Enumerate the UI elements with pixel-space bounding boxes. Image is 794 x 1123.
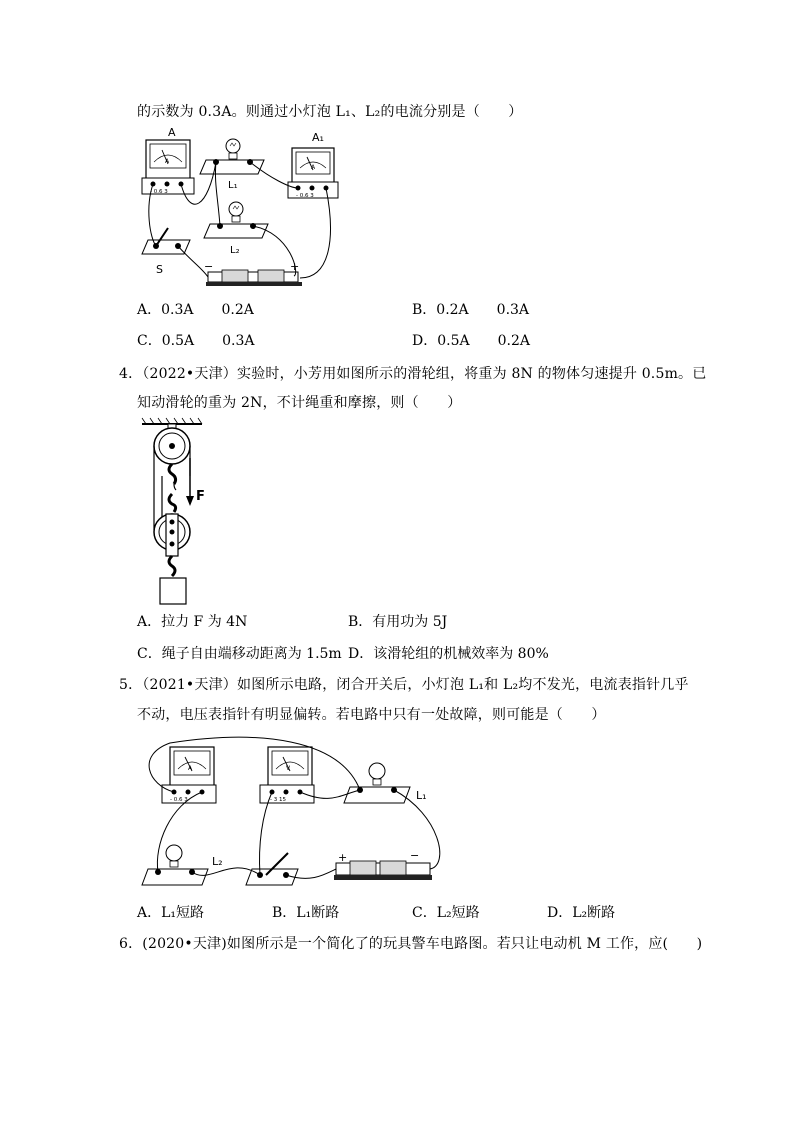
- svg-text:A: A: [165, 158, 170, 165]
- q3-option-b: B．0.2A 0.3A: [412, 302, 530, 318]
- svg-text:- 3 15: - 3 15: [270, 797, 286, 803]
- q3-label-minus: −: [204, 260, 214, 273]
- q4-stem-line2: 知动滑轮的重为 2N，不计绳重和摩擦，则（ ）: [137, 395, 462, 411]
- q3-label-a: A: [168, 126, 176, 139]
- q4-option-c: C．绳子自由端移动距离为 1.5m: [137, 646, 342, 662]
- q3-option-c: C．0.5A 0.3A: [137, 333, 255, 349]
- q4-option-a: A．拉力 F 为 4N: [137, 614, 248, 630]
- q4-fixed-pulley: [154, 424, 190, 484]
- svg-text:- 0.6 3: - 0.6 3: [170, 797, 188, 803]
- q3-label-a1: A₁: [312, 131, 324, 144]
- q5-label-minus: −: [410, 849, 420, 862]
- q5-battery: [334, 861, 432, 880]
- q4-stem-line1: 4．（2022•天津）实验时，小芳用如图所示的滑轮组，将重为 8N 的物体匀速提升 0.5m。已: [119, 366, 707, 382]
- q5-circuit-figure: [140, 735, 450, 895]
- q5-option-a: A．L₁短路: [137, 905, 205, 921]
- q5-switch: [246, 853, 298, 885]
- q4-force-arrow: [186, 458, 194, 506]
- svg-text:- 0.6 3: - 0.6 3: [150, 189, 168, 195]
- q4-option-b: B．有用功为 5J: [348, 614, 448, 630]
- q4-movable-pulley: [154, 494, 190, 576]
- q3-ammeter-a: [142, 140, 194, 195]
- q3-circuit-figure: [140, 128, 340, 293]
- q5-label-l2: L₂: [212, 855, 223, 868]
- q5-label-plus: +: [338, 851, 348, 864]
- q5-label-l1: L₁: [416, 789, 427, 802]
- q3-label-plus: +: [290, 260, 300, 273]
- q3-switch-s: [142, 228, 190, 254]
- svg-text:- 0.6 3: - 0.6 3: [296, 193, 314, 199]
- q3-option-d: D．0.5A 0.2A: [412, 333, 530, 349]
- q5-bulb-l2: [142, 845, 208, 885]
- q5-option-b: B．L₁断路: [272, 905, 340, 921]
- q3-bulb-l2: [204, 202, 268, 238]
- q3-label-l1: L₁: [228, 180, 238, 191]
- q3-option-a: A．0.3A 0.2A: [137, 302, 254, 318]
- q5-stem-line2: 不动，电压表指针有明显偏转。若电路中只有一处故障，则可能是（ ）: [137, 707, 606, 723]
- q4-pulley-figure: [138, 418, 228, 608]
- q5-voltmeter-symbol: V: [286, 765, 291, 772]
- q3-bulb-l1: [200, 139, 264, 174]
- q5-stem-line1: 5．（2021•天津）如图所示电路，闭合开关后，小灯泡 L₁和 L₂均不发光，电流表指针几乎: [119, 677, 689, 693]
- svg-text:A: A: [311, 164, 316, 171]
- q5-ammeter: [162, 747, 216, 803]
- q3-label-l2: L₂: [230, 245, 240, 256]
- q5-bulb-l1: [344, 763, 410, 803]
- q4-load-block: [160, 578, 186, 604]
- q5-ammeter-symbol: A: [188, 765, 193, 772]
- q3-ammeter-a1: [288, 148, 338, 199]
- q3-battery: [206, 270, 302, 286]
- q4-option-d: D．该滑轮组的机械效率为 80%: [348, 646, 549, 662]
- q6-stem-line1: 6．(2020•天津)如图所示是一个简化了的玩具警车电路图。若只让电动机 M 工作，应( ): [119, 936, 703, 952]
- q4-label-f: F: [196, 489, 205, 504]
- q5-option-d: D．L₂断路: [547, 905, 616, 921]
- q3-stem-tail: 的示数为 0.3A。则通过小灯泡 L₁、L₂的电流分别是（ ）: [137, 104, 523, 120]
- q3-label-s: S: [156, 263, 163, 276]
- q5-option-c: C．L₂短路: [412, 905, 480, 921]
